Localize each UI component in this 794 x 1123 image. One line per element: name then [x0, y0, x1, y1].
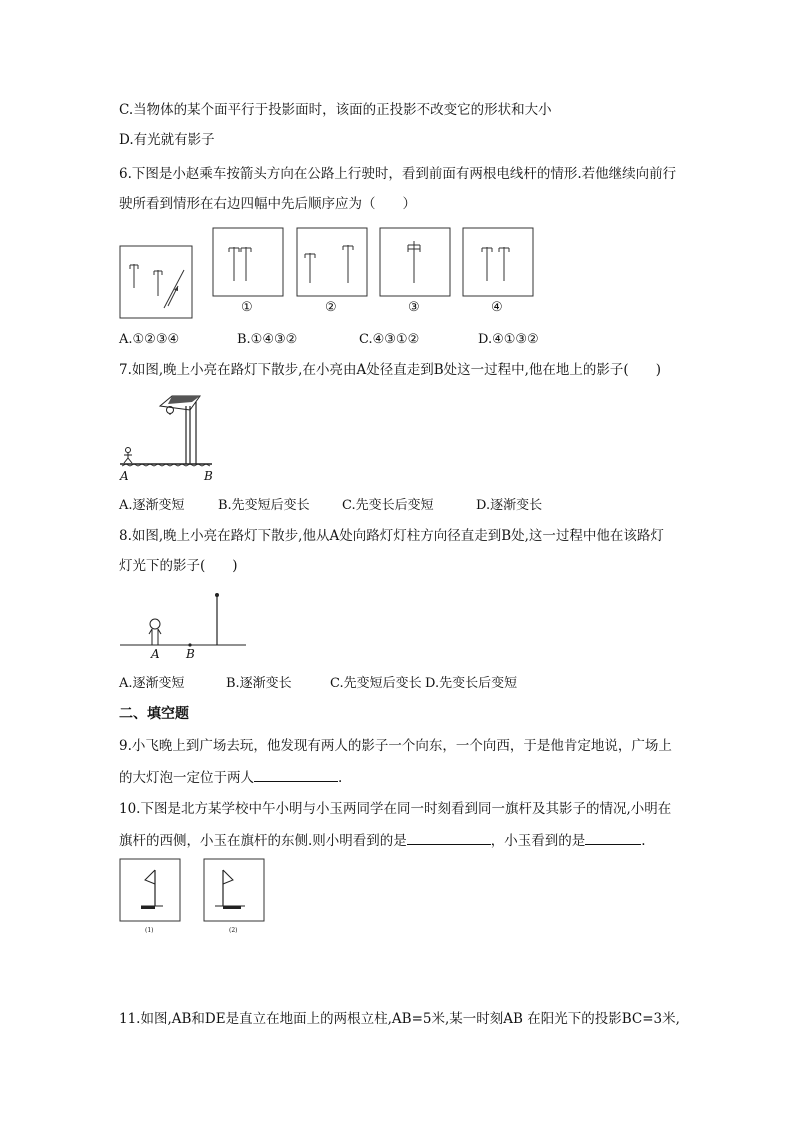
q10-answer-blank-xiaoming[interactable] — [407, 830, 491, 845]
option-d-text: D.有光就有影子 — [119, 132, 215, 148]
q6-figure-3 — [379, 227, 451, 297]
q10-figure-label-2: (2) — [229, 927, 238, 934]
q10-flag-figure-2 — [203, 858, 265, 922]
q10-flag-figure-1 — [119, 858, 181, 922]
q9-text-line1: 9.小飞晚上到广场去玩，他发现有两人的影子一个向东，一个向西，于是他肯定地说，广场上 — [119, 738, 672, 754]
q10-text-line2 — [119, 830, 646, 850]
q10-period: . — [641, 833, 646, 849]
q6-option-d[interactable]: D.④①③② — [478, 332, 539, 347]
q8-label-a: A — [151, 647, 160, 661]
q10-text-part2: ，小玉看到的是 — [490, 833, 586, 849]
q8-label-b: B — [186, 647, 195, 661]
q7-streetlamp-figure — [112, 392, 224, 484]
q10-answer-blank-xiaoyu[interactable] — [585, 830, 641, 845]
q6-figure-2 — [296, 227, 368, 297]
q6-figure-label-3: ③ — [408, 300, 420, 315]
q7-label-b: B — [204, 469, 213, 483]
q6-figure-1 — [212, 227, 284, 297]
q10-text-line1: 10.下图是北方某学校中午小明与小玉两同学在同一时刻看到同一旗杆及其影子的情况,小明在 — [119, 801, 672, 817]
q7-text: 7.如图,晚上小亮在路灯下散步,在小亮由A处径直走到B处这一过程中,他在地上的影子( ) — [119, 362, 661, 378]
q8-text-line1: 8.如图,晚上小亮在路灯下散步,他从A处向路灯灯柱方向径直走到B处,这一过程中他在该路灯 — [119, 528, 664, 544]
q11-text: 11.如图,AB和DE是直立在地面上的两根立柱,AB=5米,某一时刻AB 在阳光下的投影BC=3米, — [119, 1011, 680, 1027]
q6-option-b[interactable]: B.①④③② — [237, 332, 298, 347]
q8-lamp-figure — [118, 588, 248, 662]
q6-text-line1: 6.下图是小赵乘车按箭头方向在公路上行驶时，看到前面有两根电线杆的情形.若他继续向前行 — [119, 166, 677, 182]
q6-figure-label-2: ② — [325, 300, 337, 315]
q6-option-a[interactable]: A.①②③④ — [119, 332, 180, 347]
q7-option-d[interactable]: D.逐渐变长 — [476, 498, 543, 513]
q8-option-a[interactable]: A.逐渐变短 — [119, 676, 185, 691]
q6-main-figure — [118, 244, 194, 320]
q7-option-a[interactable]: A.逐渐变短 — [119, 498, 185, 513]
q8-option-c[interactable]: C.先变短后变长 — [330, 676, 422, 691]
q6-text-line2: 驶所看到情形在右边四幅中先后顺序应为（ ） — [119, 196, 416, 212]
q10-text-part1: 旗杆的西侧，小玉在旗杆的东侧.则小明看到的是 — [119, 833, 407, 849]
q9-answer-blank[interactable] — [254, 767, 338, 782]
q6-figure-4 — [462, 227, 534, 297]
q10-figure-label-1: (1) — [145, 927, 154, 934]
q8-option-b[interactable]: B.逐渐变长 — [226, 676, 292, 691]
q6-figure-label-4: ④ — [491, 300, 503, 315]
q6-option-c[interactable]: C.④③①② — [359, 332, 420, 347]
option-c-text: C.当物体的某个面平行于投影面时，该面的正投影不改变它的形状和大小 — [119, 102, 552, 118]
q9-text-part: 的大灯泡一定位于两人 — [119, 770, 254, 786]
q8-text-line2: 灯光下的影子( ) — [119, 558, 238, 574]
q7-label-a: A — [120, 469, 129, 483]
q9-text-line2 — [119, 767, 342, 787]
q8-option-d[interactable]: D.先变长后变短 — [425, 676, 518, 691]
q9-period: . — [338, 770, 343, 786]
q7-option-b[interactable]: B.先变短后变长 — [218, 498, 310, 513]
q7-option-c[interactable]: C.先变长后变短 — [342, 498, 434, 513]
q10-figure-labels — [119, 924, 269, 936]
q6-figure-label-1: ① — [241, 300, 253, 315]
section-heading-fill-in: 二、填空题 — [119, 706, 189, 722]
